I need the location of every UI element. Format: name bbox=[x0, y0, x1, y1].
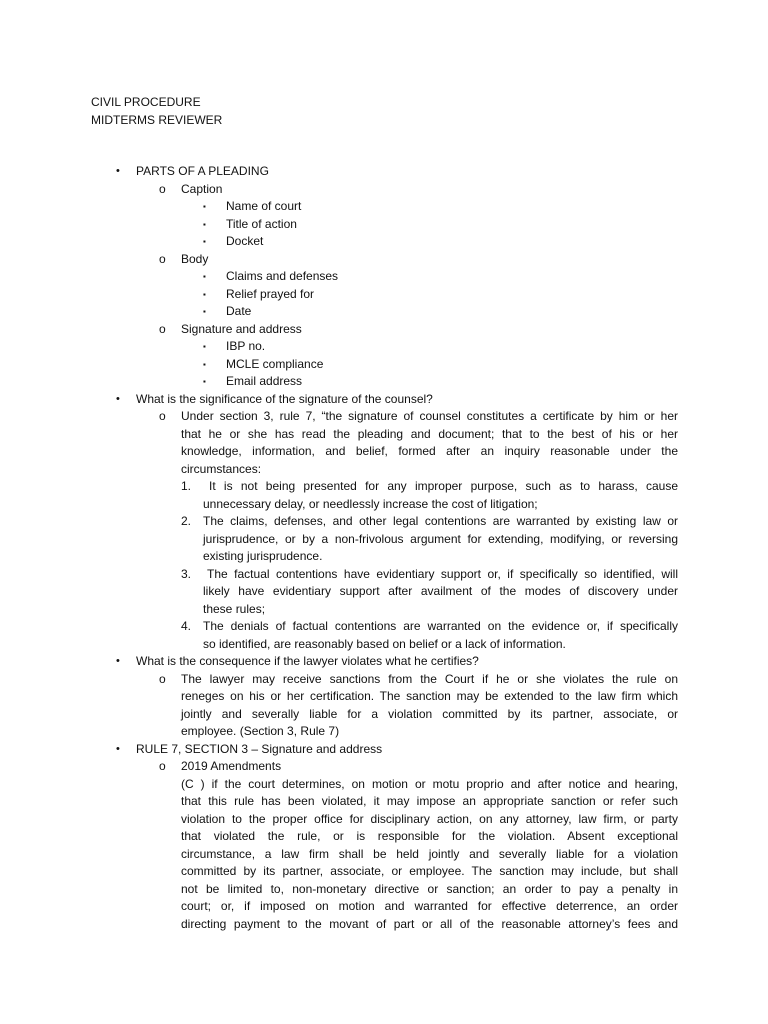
rule-line: committed by its partner, associate, or employee. The sanction may include, but shall bbox=[181, 864, 678, 878]
answer-line: reneges on his or her certification. The sanction may be extended to the law firm which bbox=[181, 689, 678, 703]
rule-line: violation to the proper office for disciplinary action, on any attorney, law firm, or party bbox=[181, 811, 678, 826]
circle-bullet-icon: o bbox=[159, 759, 166, 773]
outline bbox=[0, 163, 768, 933]
answer-line: The lawyer may receive sanctions from the Court if he or she violates the rule on bbox=[181, 671, 678, 686]
answer-paragraph bbox=[181, 408, 678, 478]
rule-line: that this rule has been violated, it may impose an appropriate sanction or refer such bbox=[181, 794, 678, 808]
circle-bullet-icon: o bbox=[159, 321, 166, 336]
rule-line: court; or, if imposed on motion and warranted for effective deterrence, an order bbox=[181, 899, 678, 913]
item-line: these rules; bbox=[203, 601, 266, 616]
document-header bbox=[91, 94, 222, 129]
square-bullet-icon: ▪ bbox=[203, 377, 206, 386]
rule-title: RULE 7, SECTION 3 – Signature and address bbox=[136, 741, 383, 756]
list-item bbox=[0, 286, 768, 304]
circle-bullet-icon: o bbox=[159, 671, 166, 686]
circle-bullet-icon: o bbox=[159, 181, 166, 196]
outline-subitem-body bbox=[0, 251, 768, 269]
answer-line: employee. (Section 3, Rule 7) bbox=[181, 724, 340, 738]
answer-line: circumstances: bbox=[181, 461, 262, 476]
bullet-icon: • bbox=[116, 742, 120, 755]
list-item-label: Claims and defenses bbox=[226, 269, 339, 283]
list-item-label: Name of court bbox=[226, 199, 302, 213]
item-line: unnecessary delay, or needlessly increase the cost of litigation; bbox=[203, 496, 538, 511]
outline-subitem-caption bbox=[0, 181, 768, 199]
list-item-label: IBP no. bbox=[226, 339, 266, 353]
square-bullet-icon: ▪ bbox=[203, 202, 206, 211]
rule-line: not be limited to, non-monetary directive or sanction; an order to pay a penalty in bbox=[181, 881, 678, 896]
square-bullet-icon: ▪ bbox=[203, 307, 206, 316]
item-line: The claims, defenses, and other legal contentions are warranted by existing law or bbox=[203, 514, 678, 528]
list-item-label: Docket bbox=[226, 234, 264, 248]
list-item bbox=[0, 303, 768, 321]
answer-block-1 bbox=[0, 408, 768, 478]
list-item bbox=[0, 356, 768, 374]
circle-bullet-icon: o bbox=[159, 409, 166, 423]
subitem-label: Caption bbox=[181, 181, 223, 196]
item-number: 3. bbox=[181, 566, 192, 581]
list-item bbox=[0, 373, 768, 391]
outline-item-question-1 bbox=[0, 391, 768, 409]
item-line: likely have evidentiary support after availment of the modes of discovery under bbox=[203, 584, 678, 598]
answer-paragraph bbox=[181, 671, 678, 741]
outline-subitem-signature bbox=[0, 321, 768, 339]
square-bullet-icon: ▪ bbox=[203, 219, 206, 229]
list-item bbox=[0, 338, 768, 356]
list-item bbox=[0, 233, 768, 251]
answer-line: Under section 3, rule 7, “the signature of counsel constitutes a certificate by him or her bbox=[181, 409, 678, 423]
list-item-label: Email address bbox=[226, 374, 303, 388]
numbered-item bbox=[0, 478, 768, 513]
item-line: so identified, are reasonably based on belief or a lack of information. bbox=[203, 636, 566, 651]
numbered-item bbox=[0, 566, 768, 619]
bullet-icon: • bbox=[116, 165, 120, 177]
square-bullet-icon: ▪ bbox=[203, 272, 206, 281]
answer-line: knowledge, information, and belief, formed after an inquiry reasonable under the bbox=[181, 444, 678, 458]
item-line: jurisprudence, or by a non-frivolous argument for extending, modifying, or reversing bbox=[203, 531, 678, 546]
rule-paragraph bbox=[181, 776, 678, 934]
square-bullet-icon: ▪ bbox=[203, 359, 206, 369]
answer-line: that he or she has read the pleading and document; that to the best of his or her bbox=[181, 426, 678, 441]
question-text: What is the consequence if the lawyer violates what he certifies? bbox=[136, 654, 479, 668]
document-title: MIDTERMS REVIEWER bbox=[91, 112, 223, 127]
question-text: What is the significance of the signature of the counsel? bbox=[136, 391, 433, 406]
numbered-item bbox=[0, 618, 768, 653]
numbered-item bbox=[0, 513, 768, 566]
bullet-icon: • bbox=[116, 655, 120, 667]
circle-bullet-icon: o bbox=[159, 251, 166, 266]
item-number: 1. bbox=[181, 479, 192, 493]
outline-item-label: PARTS OF A PLEADING bbox=[136, 164, 269, 178]
subitem-label: Signature and address bbox=[181, 321, 302, 336]
list-item-label: Date bbox=[226, 304, 252, 318]
list-item bbox=[0, 216, 768, 234]
outline-item-rule bbox=[0, 741, 768, 759]
list-item-label: Title of action bbox=[226, 216, 297, 231]
item-line: It is not being presented for any improper purpose, such as to harass, cause bbox=[209, 479, 678, 493]
outline-item-parts bbox=[0, 163, 768, 181]
list-item bbox=[0, 198, 768, 216]
item-line: existing jurisprudence. bbox=[203, 549, 323, 563]
list-item bbox=[0, 268, 768, 286]
item-number: 4. bbox=[181, 619, 192, 633]
list-item-label: MCLE compliance bbox=[226, 356, 324, 371]
subitem-label: 2019 Amendments bbox=[181, 759, 282, 773]
bullet-icon: • bbox=[116, 392, 120, 405]
square-bullet-icon: ▪ bbox=[203, 342, 206, 351]
outline-subitem-amendments bbox=[0, 758, 768, 776]
rule-line: that violated the rule, or is responsible for the violation. Absent exceptional bbox=[181, 829, 678, 843]
answer-line: jointly and severally liable for a violation committed by its partner, associate, or bbox=[181, 706, 678, 721]
item-line: The denials of factual contentions are warranted on the evidence or, if specifically bbox=[203, 619, 678, 633]
list-item-label: Relief prayed for bbox=[226, 286, 315, 301]
rule-line: directing payment to the movant of part or all of the reasonable attorney’s fees and bbox=[181, 916, 678, 931]
square-bullet-icon: ▪ bbox=[203, 237, 206, 246]
course-title: CIVIL PROCEDURE bbox=[91, 95, 201, 109]
item-number: 2. bbox=[181, 514, 192, 528]
rule-line: (C ) if the court determines, on motion or motu proprio and after notice and hearing, bbox=[181, 776, 678, 791]
subitem-label: Body bbox=[181, 251, 209, 266]
rule-line: circumstance, a law firm shall be held jointly and severally liable for a violation bbox=[181, 846, 678, 861]
square-bullet-icon: ▪ bbox=[203, 289, 206, 299]
answer-block-2 bbox=[0, 671, 768, 741]
item-line: The factual contentions have evidentiary support or, if specifically so identified, will bbox=[207, 566, 678, 581]
outline-item-question-2 bbox=[0, 653, 768, 671]
